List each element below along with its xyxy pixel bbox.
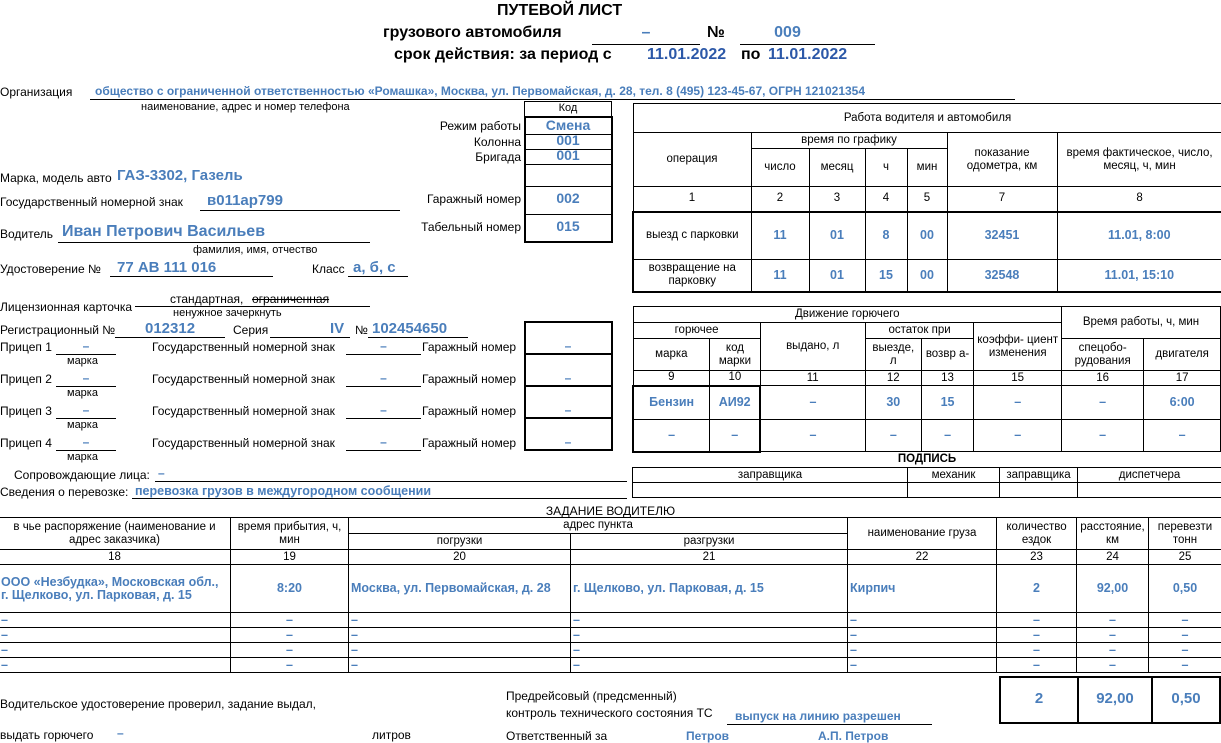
fuel-row-0-cell: 6:00	[1144, 386, 1221, 420]
task-empty-cell: –	[997, 658, 1077, 673]
escort-value: –	[158, 466, 165, 480]
sign-dispatcher: диспетчера	[1078, 468, 1221, 483]
trailer-label: Прицеп 2	[0, 372, 52, 386]
fuel-row-0-cell: –	[1062, 386, 1144, 420]
trailer-label: Прицеп 4	[0, 436, 52, 450]
trailer-plate-label: Государственный номерной знак	[152, 372, 335, 386]
fuel-row-1-cell: –	[1144, 420, 1221, 452]
trailer-label: Прицеп 1	[0, 340, 52, 354]
resp-sign: А.П. Петров	[818, 729, 888, 743]
work-month-header: месяц	[809, 149, 865, 187]
garage-value: 002	[525, 190, 611, 206]
trailer-garage-value: –	[526, 435, 610, 449]
reg-series-value: IV	[330, 320, 344, 337]
sign-mechanic: механик	[908, 468, 1000, 483]
doc-title: ПУТЕВОЙ ЛИСТ	[497, 2, 622, 20]
issued-header: выдано, л	[760, 323, 865, 371]
rest-header: остаток при	[865, 323, 974, 339]
work-title: Работа водителя и автомобиля	[633, 104, 1221, 133]
reg-label: Регистрационный №	[0, 323, 115, 337]
total-trips: 2	[1001, 690, 1077, 707]
task-row-0-cell: 0,50	[1149, 565, 1221, 613]
class-value: а, б, с	[353, 259, 396, 276]
reg-num-value: 102454650	[372, 320, 447, 337]
series-value: –	[592, 24, 700, 42]
special-header: спецобо- рудования	[1062, 339, 1144, 371]
task-empty-cell: –	[1149, 658, 1221, 673]
driver-label: Водитель	[0, 227, 53, 241]
sign-refueler: заправщика	[633, 468, 908, 483]
fuel-nums-cell: 11	[760, 371, 865, 386]
task-empty-cell: –	[571, 643, 848, 658]
reg-series-label: Серия	[233, 323, 268, 337]
task-empty-cell: –	[231, 658, 349, 673]
task-empty-cell: –	[1149, 628, 1221, 643]
task-row-0-cell: г. Щелково, ул. Парковая, д. 15	[571, 565, 848, 613]
trailer-mark-caption: марка	[67, 451, 98, 463]
trailer-garage-label: Гаражный номер	[422, 340, 516, 354]
task-empty-cell: –	[1077, 658, 1149, 673]
trailer-garage-value: –	[526, 371, 610, 385]
fuel-header: горючее	[633, 323, 760, 339]
c22-header: наименование груза	[848, 518, 997, 550]
trailer-plate-value: –	[346, 435, 421, 449]
work-table	[632, 103, 1221, 293]
task-empty-cell: –	[0, 628, 231, 643]
fuel-nums-cell: 9	[633, 371, 710, 386]
date-to: 11.01.2022	[768, 46, 847, 64]
period-label: срок действия: за период с	[394, 46, 612, 64]
task-nums-cell: 18	[0, 550, 231, 565]
task-empty-cell: –	[1077, 628, 1149, 643]
fuel-row-0-cell: 15	[921, 386, 974, 420]
fuel-row-1-cell: –	[921, 420, 974, 452]
work-min-cell: 00	[907, 260, 947, 292]
fuel-row-1-cell: –	[760, 420, 865, 452]
task-empty-cell: –	[848, 643, 997, 658]
work-month-cell: 01	[809, 212, 865, 260]
trailer-plate-value: –	[346, 371, 421, 385]
task-empty-cell: –	[997, 628, 1077, 643]
work-hour-cell: 8	[865, 212, 907, 260]
code-header: Код	[524, 102, 612, 114]
work-sched-header: время по графику	[751, 133, 947, 149]
out-header: выезде, л	[865, 339, 921, 371]
fuel-nums-cell: 16	[1062, 371, 1144, 386]
trailer-mark-value: –	[56, 371, 116, 385]
work-month-cell: 01	[809, 260, 865, 292]
driver-value: Иван Петрович Васильев	[62, 223, 265, 241]
work-min-cell: 00	[907, 212, 947, 260]
doc-subtitle: грузового автомобиля	[383, 24, 562, 42]
fuel-issue-liters: литров	[372, 728, 411, 742]
trailer-mark-value: –	[56, 435, 116, 449]
task-empty-cell: –	[848, 628, 997, 643]
coef-header: коэффи- циент изменения	[974, 323, 1062, 371]
task-empty-cell: –	[1077, 613, 1149, 628]
fuel-table	[632, 306, 1221, 453]
work-min-header: мин	[907, 149, 947, 187]
plate-label: Государственный номерной знак	[0, 195, 183, 209]
task-empty-cell: –	[231, 643, 349, 658]
licensecard-standard: стандартная,	[170, 292, 243, 306]
brigade-label: Бригада	[380, 150, 521, 164]
task-empty-cell: –	[0, 613, 231, 628]
trailer-mark-value: –	[56, 339, 116, 353]
reg-num-label: №	[355, 323, 368, 337]
trailer-garage-value: –	[526, 339, 610, 353]
trailer-garage-label: Гаражный номер	[422, 372, 516, 386]
task-empty-cell: –	[349, 658, 571, 673]
work-odo-cell: 32451	[947, 212, 1057, 260]
work-op-header: операция	[633, 133, 751, 187]
work-nums-cell: 1	[633, 187, 751, 212]
sign-refueler2: заправщика	[1000, 468, 1078, 483]
c24-header: расстояние, км	[1077, 518, 1149, 550]
fuel-nums-cell: 12	[865, 371, 921, 386]
number-label: №	[707, 24, 725, 42]
license-label: Удостоверение №	[0, 262, 101, 276]
task-empty-cell: –	[1077, 643, 1149, 658]
c20-header: погрузки	[349, 534, 571, 550]
work-day-header: число	[751, 149, 809, 187]
trailer-mark-caption: марка	[67, 387, 98, 399]
control-value: выпуск на линию разрешен	[735, 709, 901, 723]
period-to: по	[741, 46, 760, 64]
task-row-0-cell: Кирпич	[848, 565, 997, 613]
task-row-0-cell: Москва, ул. Первомайская, д. 28	[349, 565, 571, 613]
task-nums-cell: 23	[997, 550, 1077, 565]
ret-header: возвр а-	[921, 339, 974, 371]
task-empty-cell: –	[1149, 613, 1221, 628]
task-empty-cell: –	[571, 658, 848, 673]
trailer-mark-caption: марка	[67, 419, 98, 431]
addr-header: адрес пункта	[349, 518, 848, 534]
garage-label: Гаражный номер	[380, 192, 521, 206]
control-line1: Предрейсовый (предсменный)	[506, 689, 677, 703]
trailer-plate-label: Государственный номерной знак	[152, 340, 335, 354]
fuel-row-1-cell: –	[1062, 420, 1144, 452]
fuel-row-0-cell: –	[760, 386, 865, 420]
trailer-plate-label: Государственный номерной знак	[152, 436, 335, 450]
license-value: 77 АВ 111 016	[117, 259, 216, 276]
work-actual-cell: 11.01, 15:10	[1057, 260, 1221, 292]
c25-header: перевезти тонн	[1149, 518, 1221, 550]
model-value: ГАЗ-3302, Газель	[117, 167, 243, 184]
fuel-row-1-cell: –	[633, 420, 710, 452]
brigade-value: 001	[525, 147, 611, 163]
fuel-row-0-cell: Бензин	[633, 386, 710, 420]
transport-label: Сведения о перевозке:	[0, 485, 128, 499]
sign-table	[632, 451, 1221, 498]
work-nums-cell: 5	[907, 187, 947, 212]
task-nums-cell: 21	[571, 550, 848, 565]
task-title: ЗАДАНИЕ ВОДИТЕЛЮ	[0, 504, 1221, 518]
column-label: Колонна	[380, 135, 521, 149]
fuel-issue-value: –	[117, 726, 124, 740]
trailer-plate-value: –	[346, 339, 421, 353]
fuel-row-0-cell: 30	[865, 386, 921, 420]
task-row-0-cell: ООО «Незбудка», Московская обл., г. Щелково, ул. Парковая, д. 15	[0, 565, 231, 613]
tab-value: 015	[525, 218, 611, 234]
transport-value: перевозка грузов в междугородном сообщении	[135, 484, 431, 498]
trailer-garage-label: Гаражный номер	[422, 404, 516, 418]
task-empty-cell: –	[231, 613, 349, 628]
work-odo-header: показание одометра, км	[947, 133, 1057, 187]
work-day-cell: 11	[751, 260, 809, 292]
task-empty-cell: –	[349, 643, 571, 658]
task-row-0-cell: 92,00	[1077, 565, 1149, 613]
fuel-nums-cell: 15	[974, 371, 1062, 386]
work-day-cell: 11	[751, 212, 809, 260]
trailer-label: Прицеп 3	[0, 404, 52, 418]
tab-label: Табельный номер	[380, 220, 521, 234]
sign-title: ПОДПИСЬ	[633, 452, 1221, 468]
c23-header: количество ездок	[997, 518, 1077, 550]
trailer-garage-label: Гаражный номер	[422, 436, 516, 450]
fuel-row-1-cell: –	[865, 420, 921, 452]
work-nums-cell: 2	[751, 187, 809, 212]
task-nums-cell: 19	[231, 550, 349, 565]
class-label: Класс	[312, 262, 345, 276]
org-label: Организация	[0, 85, 72, 99]
code-header: код марки	[710, 339, 760, 371]
task-empty-cell: –	[231, 628, 349, 643]
task-empty-cell: –	[848, 658, 997, 673]
work-op-cell: выезд с парковки	[633, 212, 751, 260]
task-nums-cell: 22	[848, 550, 997, 565]
work-actual-header: время фактическое, число, месяц, ч, мин	[1057, 133, 1221, 187]
fuel-title: Движение горючего	[633, 307, 1062, 323]
work-hour-header: ч	[865, 149, 907, 187]
task-empty-cell: –	[1149, 643, 1221, 658]
task-row-0-cell: 2	[997, 565, 1077, 613]
resp-label: Ответственный за	[506, 729, 607, 743]
task-empty-cell: –	[349, 613, 571, 628]
trailer-plate-value: –	[346, 403, 421, 417]
fuel-nums-cell: 17	[1144, 371, 1221, 386]
footer-checked: Водительское удостоверение проверил, задание выдал,	[0, 697, 316, 711]
licensecard-limited: ограниченная	[252, 292, 329, 306]
task-row-0-cell: 8:20	[231, 565, 349, 613]
work-hour-cell: 15	[865, 260, 907, 292]
fuel-nums-cell: 13	[921, 371, 974, 386]
work-nums-cell: 3	[809, 187, 865, 212]
fuel-row-0-cell: АИ92	[710, 386, 760, 420]
task-nums-cell: 25	[1149, 550, 1221, 565]
plate-value: в011ар799	[207, 192, 283, 209]
work-actual-cell: 11.01, 8:00	[1057, 212, 1221, 260]
task-table	[0, 517, 1221, 673]
work-nums-cell: 4	[865, 187, 907, 212]
c18-header: в чье распоряжение (наименование и адрес заказчика)	[0, 518, 231, 550]
c19-header: время прибытия, ч, мин	[231, 518, 349, 550]
worktime-header: Время работы, ч, мин	[1062, 307, 1221, 339]
task-empty-cell: –	[848, 613, 997, 628]
task-empty-cell: –	[0, 658, 231, 673]
fuel-row-1-cell: –	[710, 420, 760, 452]
task-empty-cell: –	[349, 628, 571, 643]
fuel-row-0-cell: –	[974, 386, 1062, 420]
model-label: Марка, модель авто	[0, 171, 112, 185]
c21-header: разгрузки	[571, 534, 848, 550]
mode-value: Смена	[525, 117, 611, 133]
licensecard-caption: ненужное зачеркнуть	[173, 307, 282, 319]
fuel-nums-cell: 10	[710, 371, 760, 386]
trailer-plate-label: Государственный номерной знак	[152, 404, 335, 418]
task-empty-cell: –	[0, 643, 231, 658]
escort-label: Сопровождающие лица:	[14, 468, 150, 482]
fuel-issue-label: выдать горючего	[0, 728, 93, 742]
work-nums-cell: 7	[947, 187, 1057, 212]
engine-header: двигателя	[1144, 339, 1221, 371]
fuel-row-1-cell: –	[974, 420, 1062, 452]
reg-value: 012312	[145, 320, 195, 337]
control-line2: контроль технического состояния ТС	[506, 706, 713, 720]
org-value: общество с ограниченной ответственностью «Ромашка», Москва, ул. Первомайская, д. 28, тел. 8 (495) 123-45-67, ОГРН 121021354	[95, 84, 865, 98]
work-op-cell: возвращение на парковку	[633, 260, 751, 292]
org-caption: наименование, адрес и номер телефона	[141, 101, 350, 113]
trailer-garage-value: –	[526, 403, 610, 417]
number-value: 009	[740, 24, 835, 42]
driver-caption: фамилия, имя, отчество	[193, 244, 317, 256]
licensecard-label: Лицензионная карточка	[0, 300, 132, 314]
column-value: 001	[525, 132, 611, 148]
total-tons: 0,50	[1153, 690, 1219, 707]
task-nums-cell: 20	[349, 550, 571, 565]
mode-label: Режим работы	[380, 119, 521, 133]
resp-name: Петров	[686, 729, 729, 743]
task-empty-cell: –	[571, 613, 848, 628]
task-nums-cell: 24	[1077, 550, 1149, 565]
trailer-mark-caption: марка	[67, 355, 98, 367]
brand-header: марка	[633, 339, 710, 371]
task-empty-cell: –	[997, 613, 1077, 628]
task-empty-cell: –	[997, 643, 1077, 658]
date-from: 11.01.2022	[647, 46, 726, 64]
task-empty-cell: –	[571, 628, 848, 643]
total-distance: 92,00	[1079, 690, 1151, 707]
trailer-mark-value: –	[56, 403, 116, 417]
work-nums-cell: 8	[1057, 187, 1221, 212]
work-odo-cell: 32548	[947, 260, 1057, 292]
